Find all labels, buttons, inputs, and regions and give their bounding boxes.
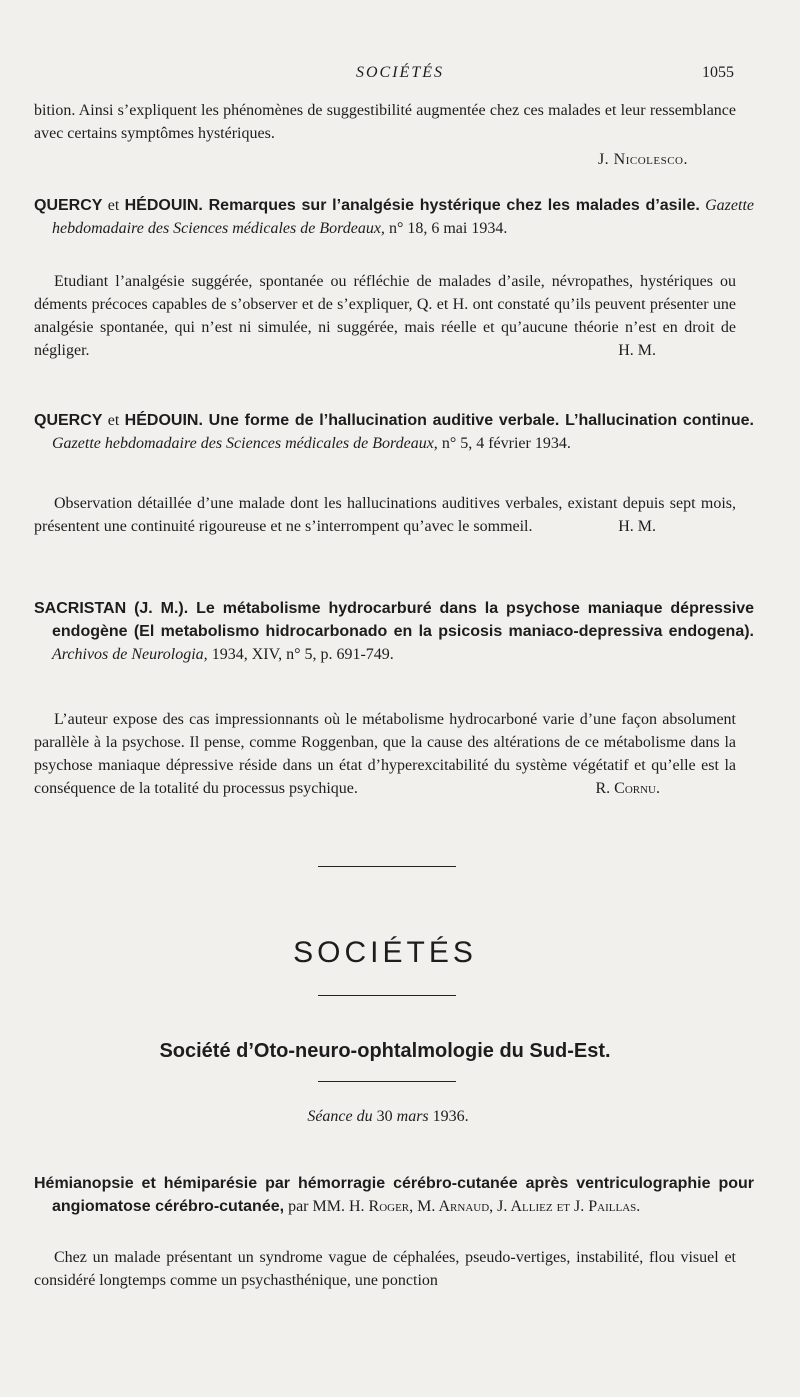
- section-title: SOCIÉTÉS: [293, 936, 477, 969]
- session-month: mars: [396, 1108, 429, 1125]
- communication-text: Chez un malade présentant un syndrome vague de céphalées, pseudo-vertiges, instabilité, flou visuel et considéré longtemps comme un psychasthénique, une ponction: [34, 1249, 736, 1289]
- session-prefix: Séance du: [307, 1108, 373, 1125]
- entry-abstract-text: Observation détaillée d’une malade dont les hallucinations auditives verbales, existant depuis sept mois, présentent une continuité rigoureuse et ne s’interrompent qu’avec le sommeil.: [34, 495, 736, 535]
- communication-by: par MM.: [284, 1198, 349, 1215]
- section-divider: [318, 995, 456, 996]
- entry-heading: [34, 194, 754, 240]
- session-year: 1936.: [428, 1108, 469, 1125]
- entry-heading: [34, 409, 754, 455]
- communication-authors: H. Roger, M. Arnaud, J. Alliez et J. Paillas.: [348, 1198, 641, 1215]
- intro-paragraph: [34, 99, 736, 145]
- entry-connector: et: [102, 412, 125, 429]
- section-divider: [318, 866, 456, 867]
- entry-abstract-text: L’auteur expose des cas impressionnants où le métabolisme hydrocarboné varie d’une façon absolument parallèle à la psychose. Il pense, comme Roggenban, que la cause des altérations de ce métabolisme dans la psychose maniaque dépressive réside dans un état d’hyperexcitabilité du système végétatif et qu’elle est la conséquence de la totalité du processus psychique.: [34, 711, 736, 797]
- entry-source-details: n° 5, 4 février 1934.: [437, 435, 571, 452]
- session-day: 30: [372, 1108, 397, 1125]
- entry-signature: H. M.: [618, 342, 656, 359]
- entry-author: QUERCY: [34, 412, 103, 429]
- running-title: SOCIÉTÉS: [356, 64, 444, 81]
- communication-title: Hémianopsie et hémiparésie par hémorragie cérébro-cutanée après ventriculographie pour angiomatose cérébro-cutanée,: [34, 1175, 754, 1215]
- entry-signature: R. Cornu.: [595, 780, 660, 797]
- session-date: [0, 1108, 776, 1126]
- section-divider: [318, 1081, 456, 1082]
- entry-source-details: n° 18, 6 mai 1934.: [384, 220, 508, 237]
- entry-author: QUERCY: [34, 197, 103, 214]
- entry-title: Une forme de l’hallucination auditive verbale. L’hallucination continue.: [202, 412, 755, 429]
- entry-author: SACRISTAN (J. M.).: [34, 600, 189, 617]
- entry-source: Gazette hebdomadaire des Sciences médicales de Bordeaux,: [52, 435, 438, 452]
- entry-source: Gazette hebdomadaire des Sciences médicales de Bordeaux,: [52, 197, 754, 237]
- entry-signature: H. M.: [618, 518, 656, 535]
- communication-heading: [34, 1172, 754, 1218]
- entry-abstract: [34, 270, 736, 362]
- entry-abstract-text: Etudiant l’analgésie suggérée, spontanée ou réfléchie de malades d’asile, névropathes, hystériques ou déments précoces capables de s’observer et de s’expliquer, Q. et H. ont constaté qu’ils peuvent présenter une analgésie spontanée, qui n’est ni simulée, ni suggérée, mais réelle et qu’aucune théorie n’est en droit de négliger.: [34, 273, 736, 359]
- entry-coauthor: HÉDOUIN.: [124, 197, 203, 214]
- entry-coauthor: HÉDOUIN.: [124, 412, 203, 429]
- entry-abstract: [34, 492, 736, 538]
- intro-text: bition. Ainsi s’expliquent les phénomènes de suggestibilité augmentée chez ces malades et leur ressemblance avec certains symptômes hystériques.: [34, 102, 736, 142]
- entry-connector: et: [102, 197, 125, 214]
- entry-heading: [34, 597, 754, 666]
- intro-signature: J. Nicolesco.: [597, 151, 688, 168]
- entry-title: Le métabolisme hydrocarburé dans la psychose maniaque dépressive endogène (El metabolismo hidrocarbonado en la psicosis maniaco-depressiva endogena).: [52, 600, 755, 640]
- society-name: Société d’Oto-neuro-ophtalmologie du Sud-Est.: [159, 1040, 611, 1062]
- entry-source: Archivos de Neurologia,: [52, 646, 208, 663]
- entry-source-details: 1934, XIV, n° 5, p. 691-749.: [207, 646, 394, 663]
- entry-title: Remarques sur l’analgésie hystérique chez les malades d’asile.: [202, 197, 700, 214]
- entry-abstract: [34, 708, 736, 800]
- page-number: 1055: [702, 64, 734, 81]
